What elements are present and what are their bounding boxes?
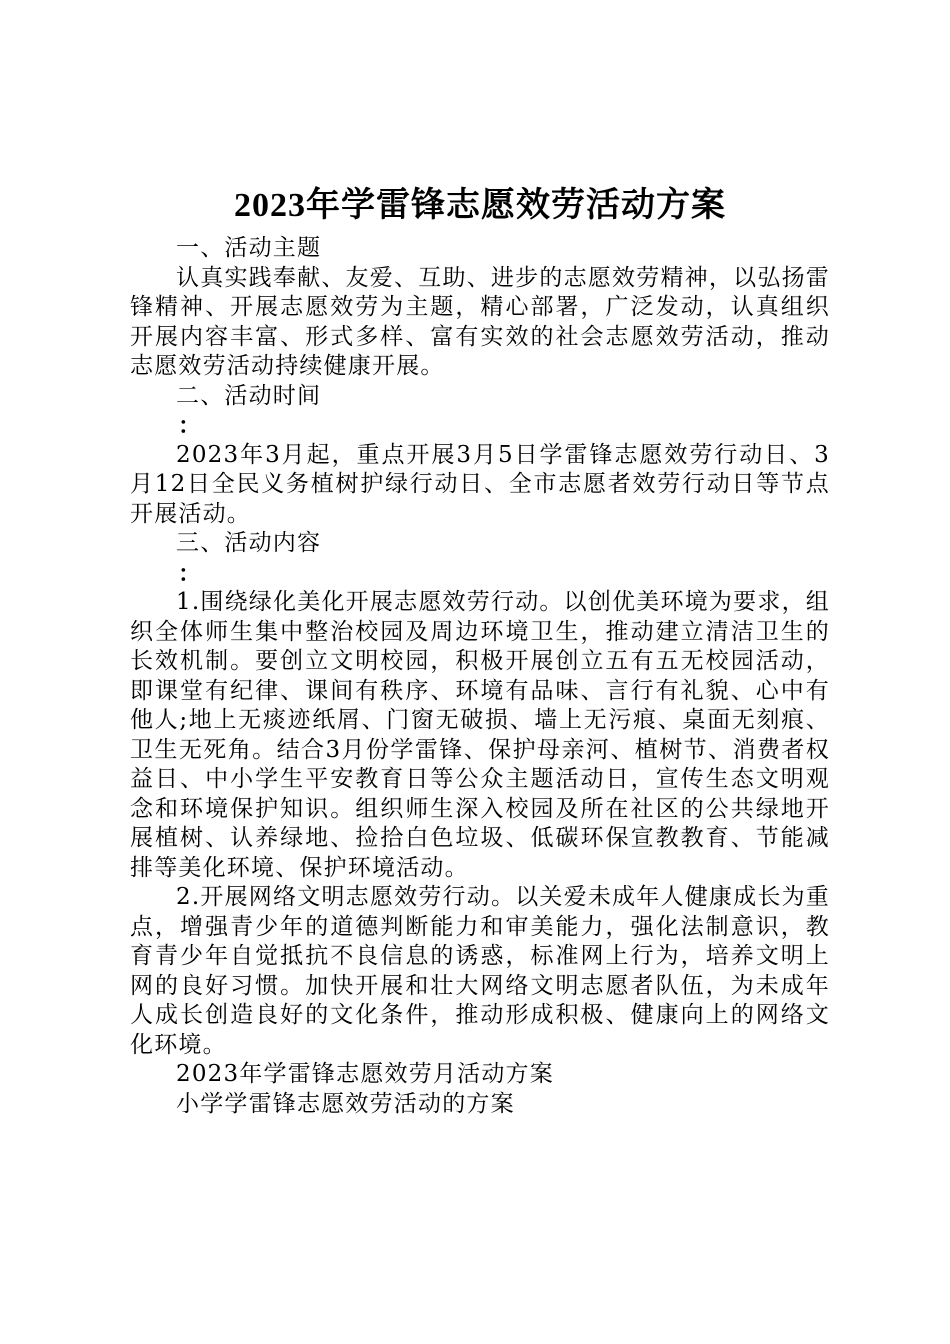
document-title: 2023年学雷锋志愿效劳活动方案 — [234, 187, 726, 224]
colon-line: ： — [178, 412, 203, 439]
related-title-2: 小学学雷锋志愿效劳活动的方案 — [176, 1090, 515, 1117]
paragraph-theme: 认真实践奉献、友爱、互助、进步的志愿效劳精神，以弘扬雷锋精神、开展志愿效劳为主题，精心部署，广泛发动，认真组织开展内容丰富、形式多样、富有实效的社会志愿效劳活动，推动志愿效劳活动持续健康开展。 — [130, 264, 830, 379]
colon-line: ： — [178, 559, 203, 587]
section-heading-theme: 一、活动主题 — [176, 235, 322, 261]
paragraph-content-2: 2.开展网络文明志愿效劳行动。以关爱未成年人健康成长为重点，增强青少年的道德判断能力和审美能力，强化法制意识，教育青少年自觉抵抗不良信息的诱惑，标准网上行为，培养文明上网的良好习惯。加快开展和壮大网络文明志愿者队伍，为未成年人成长创造良好的文化条件，推动形成积极、健康向上的网络文化环境。 — [130, 884, 830, 1058]
paragraph-time: 2023年3月起，重点开展3月5日学雷锋志愿效劳行动日、3月12日全民义务植树护绿行动日、全市志愿者效劳行动日等节点开展活动。 — [130, 441, 830, 527]
section-heading-time: 二、活动时间 — [176, 382, 322, 409]
document-page — [130, 178, 830, 1119]
related-title-1: 2023年学雷锋志愿效劳月活动方案 — [176, 1061, 554, 1087]
section-heading-content: 三、活动内容 — [176, 530, 322, 556]
paragraph-content-1: 1.围绕绿化美化开展志愿效劳行动。以创优美环境为要求，组织全体师生集中整治校园及周边环境卫生，推动建立清洁卫生的长效机制。要创立文明校园，积极开展创立五有五无校园活动，即课堂有纪律、课间有秩序、环境有品味、言行有礼貌、心中有他人;地上无痰迹纸屑、门窗无破损、墙上无污痕、桌面无刻痕、卫生无死角。结合3月份学雷锋、保护母亲河、植树节、消费者权益日、中小学生平安教育日等公众主题活动日，宣传生态文明观念和环境保护知识。组织师生深入校园及所在社区的公共绿地开展植树、认养绿地、捡拾白色垃圾、低碳环保宣教教育、节能减排等美化环境、保护环境活动。 — [130, 589, 830, 881]
